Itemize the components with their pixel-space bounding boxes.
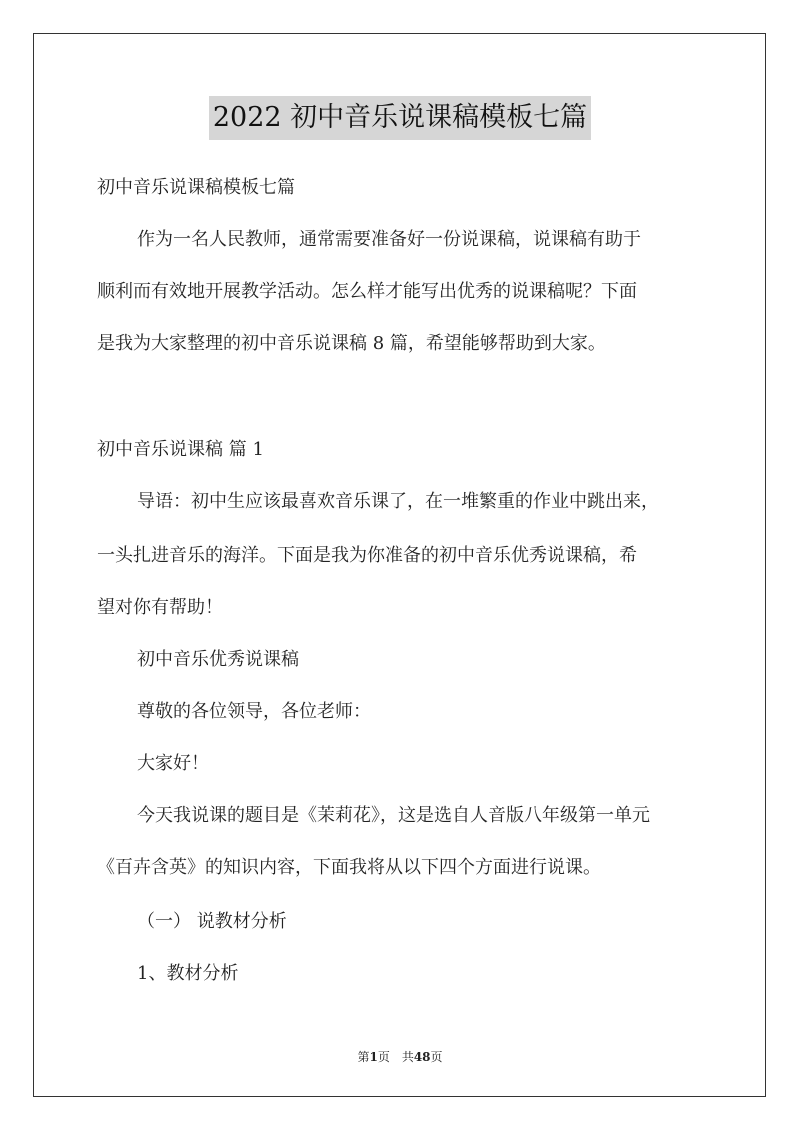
paragraph-line: 导语：初中生应该最喜欢音乐课了，在一堆繁重的作业中跳出来， — [137, 491, 659, 512]
section-heading: 初中音乐说课稿 篇 1 — [97, 439, 264, 460]
footer-page-total: 48 — [413, 1050, 431, 1064]
paragraph-line: （一） 说教材分析 — [137, 911, 287, 932]
paragraph-line: 初中音乐优秀说课稿 — [137, 649, 299, 670]
footer-middle: 页 共 — [377, 1050, 414, 1064]
paragraph-line: 大家好！ — [137, 753, 209, 774]
footer-page-number: 1 — [369, 1050, 378, 1064]
page-footer — [0, 1048, 800, 1065]
paragraph-line: 作为一名人民教师，通常需要准备好一份说课稿，说课稿有助于 — [137, 229, 641, 250]
footer-prefix: 第 — [357, 1050, 370, 1064]
paragraph-line: 尊敬的各位领导，各位老师： — [137, 701, 371, 722]
subtitle-line: 初中音乐说课稿模板七篇 — [97, 177, 295, 198]
paragraph-line: 1、教材分析 — [137, 963, 239, 984]
paragraph-line: 顺利而有效地开展教学活动。怎么样才能写出优秀的说课稿呢？下面 — [97, 281, 637, 302]
footer-suffix: 页 — [430, 1050, 443, 1064]
paragraph-line: 今天我说课的题目是《茉莉花》，这是选自人音版八年级第一单元 — [137, 805, 650, 826]
paragraph-line: 《百卉含英》的知识内容，下面我将从以下四个方面进行说课。 — [97, 857, 601, 878]
document-title: 2022 初中音乐说课稿模板七篇 — [209, 96, 591, 140]
paragraph-line: 是我为大家整理的初中音乐说课稿 8 篇，希望能够帮助到大家。 — [97, 333, 606, 354]
title-container — [0, 96, 800, 140]
paragraph-line: 一头扎进音乐的海洋。下面是我为你准备的初中音乐优秀说课稿，希 — [97, 545, 637, 566]
paragraph-line: 望对你有帮助！ — [97, 597, 223, 618]
